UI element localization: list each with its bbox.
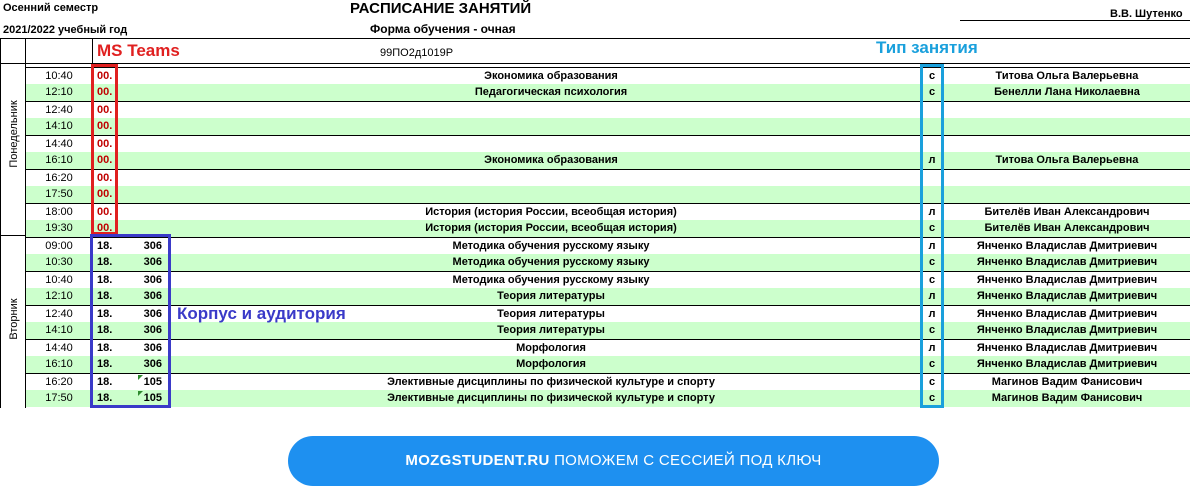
table-row <box>26 118 1190 135</box>
time-cell: 10:40 <box>45 274 73 286</box>
room-cell <box>142 170 162 187</box>
promo-banner[interactable] <box>288 436 939 486</box>
room-cell: 306 <box>143 342 162 354</box>
table-row <box>26 339 1190 356</box>
lesson-type-highlight-box <box>920 64 944 408</box>
teacher-cell: Бителёв Иван Александрович <box>984 206 1150 218</box>
subject-cell: Методика обучения русскому языку <box>452 256 650 268</box>
lesson-type-cell: с <box>928 392 936 404</box>
building-cell: 00. <box>97 154 113 166</box>
teacher-cell: Янченко Владислав Дмитриевич <box>976 240 1158 252</box>
room-cell: 105 <box>143 392 162 404</box>
building-room-highlight-box <box>90 234 171 408</box>
subject-cell: Экономика образования <box>484 154 618 166</box>
room-cell: 306 <box>143 240 162 252</box>
ms-teams-highlight-box <box>91 64 118 235</box>
approver-name: В.В. Шутенко <box>1110 8 1183 20</box>
building-cell: 18. <box>97 240 113 252</box>
table-row <box>26 203 1190 220</box>
teacher-cell: Янченко Владислав Дмитриевич <box>976 308 1158 320</box>
header-row-divider <box>0 63 1190 64</box>
subject-cell <box>176 186 926 203</box>
subject-cell: Теория литературы <box>497 290 605 302</box>
time-cell: 16:10 <box>45 154 73 166</box>
table-row <box>26 373 1190 390</box>
teacher-cell: Титова Ольга Валерьевна <box>995 154 1139 166</box>
time-cell: 10:40 <box>45 70 73 82</box>
building-cell: 00. <box>97 222 113 234</box>
day-label-tuesday: Вторник <box>8 298 20 340</box>
room-cell: 306 <box>143 256 162 268</box>
banner-site: MOZGSTUDENT.RU <box>405 452 550 469</box>
page-title: РАСПИСАНИЕ ЗАНЯТИЙ <box>350 0 532 17</box>
building-cell: 00. <box>97 86 113 98</box>
lesson-type-cell: с <box>928 274 936 286</box>
subject-cell: Морфология <box>516 342 586 354</box>
table-row <box>26 169 1190 186</box>
teacher-cell: Магинов Вадим Фанисович <box>991 392 1143 404</box>
teacher-cell <box>944 136 1190 153</box>
subject-cell: Элективные дисциплины по физической культуре и спорту <box>387 376 715 388</box>
room-cell <box>142 68 162 85</box>
room-cell: 306 <box>143 290 162 302</box>
table-row <box>26 152 1190 169</box>
lesson-type-cell: л <box>928 206 936 218</box>
time-cell: 19:30 <box>45 222 73 234</box>
signature-line <box>960 20 1190 21</box>
teacher-cell: Янченко Владислав Дмитриевич <box>976 274 1158 286</box>
lesson-type-cell: л <box>928 290 936 302</box>
room-cell <box>142 204 162 221</box>
room-cell: 306 <box>143 274 162 286</box>
table-row <box>26 186 1190 203</box>
room-cell <box>142 118 162 135</box>
teacher-cell: Янченко Владислав Дмитриевич <box>976 342 1158 354</box>
time-cell: 17:50 <box>45 392 73 404</box>
subject-cell: Морфология <box>516 358 586 370</box>
schedule-table <box>0 38 1190 408</box>
subject-cell: История (история России, всеобщая история) <box>425 222 677 234</box>
room-cell <box>142 186 162 203</box>
teacher-cell: Янченко Владислав Дмитриевич <box>976 358 1158 370</box>
subject-cell <box>176 118 926 135</box>
subject-cell: Педагогическая психология <box>474 86 628 98</box>
subject-cell: Теория литературы <box>497 324 605 336</box>
academic-year-label: 2021/2022 учебный год <box>3 24 128 36</box>
ms-teams-annotation: MS Teams <box>97 41 180 60</box>
building-cell: 00. <box>97 104 113 116</box>
building-cell: 18. <box>97 290 113 302</box>
room-cell: 105 <box>143 376 162 388</box>
lesson-type-cell: с <box>928 358 936 370</box>
time-cell: 12:10 <box>45 86 73 98</box>
room-cell <box>142 84 162 101</box>
subject-cell <box>176 102 926 119</box>
subject-cell: История (история России, всеобщая история) <box>425 206 677 218</box>
banner-slogan: ПОМОЖЕМ С СЕССИЕЙ ПОД КЛЮЧ <box>549 452 822 469</box>
building-cell: 18. <box>97 274 113 286</box>
subject-cell: Методика обучения русскому языку <box>452 274 650 286</box>
subject-cell <box>176 136 926 153</box>
teacher-cell: Бенелли Лана Николаевна <box>994 86 1140 98</box>
day-separator <box>0 235 26 236</box>
table-row <box>26 271 1190 288</box>
teacher-cell: Янченко Владислав Дмитриевич <box>976 324 1158 336</box>
building-cell: 18. <box>97 392 113 404</box>
teacher-cell: Янченко Владислав Дмитриевич <box>976 256 1158 268</box>
time-cell: 18:00 <box>45 206 73 218</box>
lesson-type-cell: с <box>928 70 936 82</box>
teacher-cell <box>944 186 1190 203</box>
lesson-type-cell: с <box>928 222 936 234</box>
room-cell <box>142 102 162 119</box>
day-label-monday: Понедельник <box>8 100 20 168</box>
table-row <box>26 356 1190 373</box>
building-cell: 00. <box>97 188 113 200</box>
subject-cell: Теория литературы <box>497 308 605 320</box>
building-cell: 18. <box>97 376 113 388</box>
building-cell: 18. <box>97 308 113 320</box>
teacher-cell <box>944 118 1190 135</box>
room-cell: 306 <box>143 308 162 320</box>
table-row <box>26 288 1190 305</box>
building-cell: 18. <box>97 324 113 336</box>
group-code: 99ПО2д1019Р <box>380 47 454 59</box>
lesson-type-cell: л <box>928 240 936 252</box>
lesson-type-cell: с <box>928 376 936 388</box>
time-cell: 14:10 <box>45 120 73 132</box>
table-row <box>26 390 1190 407</box>
lesson-type-cell: с <box>928 256 936 268</box>
time-cell: 10:30 <box>45 256 73 268</box>
building-cell: 00. <box>97 120 113 132</box>
time-cell: 09:00 <box>45 240 73 252</box>
building-room-annotation: Корпус и аудитория <box>177 304 346 323</box>
table-row <box>26 67 1190 84</box>
teacher-cell: Магинов Вадим Фанисович <box>991 376 1143 388</box>
table-row <box>26 322 1190 339</box>
time-cell: 14:40 <box>45 138 73 150</box>
building-cell: 18. <box>97 358 113 370</box>
time-cell: 16:20 <box>45 376 73 388</box>
room-cell <box>142 136 162 153</box>
teacher-cell: Янченко Владислав Дмитриевич <box>976 290 1158 302</box>
teacher-cell: Титова Ольга Валерьевна <box>995 70 1139 82</box>
building-cell: 00. <box>97 172 113 184</box>
time-cell: 12:40 <box>45 308 73 320</box>
lesson-type-cell: с <box>928 86 936 98</box>
time-cell: 16:20 <box>45 172 73 184</box>
building-cell: 00. <box>97 138 113 150</box>
study-form-label: Форма обучения - очная <box>370 22 516 36</box>
table-row <box>26 84 1190 101</box>
table-row <box>26 237 1190 254</box>
building-cell: 00. <box>97 206 113 218</box>
building-cell: 18. <box>97 342 113 354</box>
table-row <box>26 220 1190 237</box>
time-cell: 14:10 <box>45 324 73 336</box>
teacher-cell: Бителёв Иван Александрович <box>984 222 1150 234</box>
teacher-cell <box>944 102 1190 119</box>
room-cell <box>142 152 162 169</box>
lesson-type-cell: л <box>928 342 936 354</box>
time-cell: 16:10 <box>45 358 73 370</box>
table-border-left <box>0 38 1 408</box>
lesson-type-annotation: Тип занятия <box>876 38 978 57</box>
lesson-type-cell: л <box>928 154 936 166</box>
subject-cell: Элективные дисциплины по физической культуре и спорту <box>387 392 715 404</box>
lesson-type-cell: л <box>928 308 936 320</box>
building-cell: 18. <box>97 256 113 268</box>
time-cell: 17:50 <box>45 188 73 200</box>
time-cell: 12:40 <box>45 104 73 116</box>
room-cell: 306 <box>143 324 162 336</box>
lesson-type-cell: с <box>928 324 936 336</box>
table-row <box>26 101 1190 118</box>
table-row <box>26 135 1190 152</box>
time-cell: 14:40 <box>45 342 73 354</box>
building-cell: 00. <box>97 70 113 82</box>
table-row <box>26 254 1190 271</box>
subject-cell: Методика обучения русскому языку <box>452 240 650 252</box>
teacher-cell <box>944 170 1190 187</box>
semester-label: Осенний семестр <box>3 2 99 14</box>
room-cell: 306 <box>143 358 162 370</box>
time-cell: 12:10 <box>45 290 73 302</box>
subject-cell: Экономика образования <box>484 70 618 82</box>
day-column-divider <box>25 38 26 408</box>
subject-cell <box>176 170 926 187</box>
table-border-top <box>0 38 1190 39</box>
